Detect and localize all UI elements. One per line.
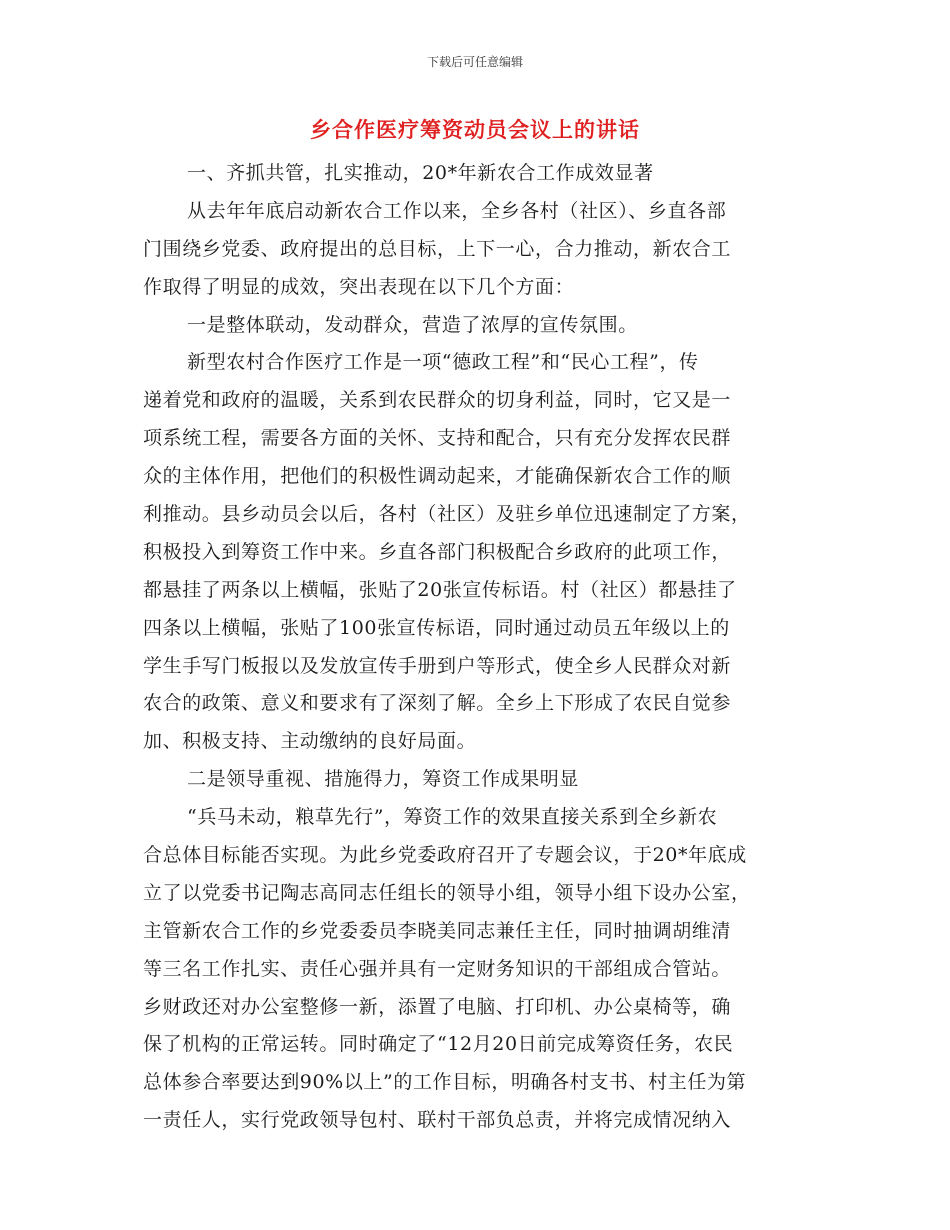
text-line: 主管新农合工作的乡党委委员李晓美同志兼任主任，同时抽调胡维清 <box>143 919 732 942</box>
text-line: 递着党和政府的温暖，关系到农民群众的切身利益，同时，它又是一 <box>143 389 732 412</box>
text-line: 合总体目标能否实现。为此乡党委政府召开了专题会议，于20*年底成 <box>143 844 747 867</box>
text-line: 二是领导重视、措施得力，筹资工作成果明显 <box>187 768 580 791</box>
text-line: 农合的政策、意义和要求有了深刻了解。全乡上下形成了农民自觉参 <box>143 692 732 715</box>
text-line: 新型农村合作医疗工作是一项“德政工程”和“民心工程”，传 <box>187 351 699 374</box>
text-line: 从去年年底启动新农合工作以来，全乡各村（社区）、乡直各部 <box>187 199 727 222</box>
text-line: 一是整体联动，发动群众，营造了浓厚的宣传氛围。 <box>187 313 638 336</box>
text-line: 利推动。县乡动员会以后，各村（社区）及驻乡单位迅速制定了方案， <box>143 503 751 526</box>
text-line: 立了以党委书记陶志高同志任组长的领导小组，领导小组下设办公室， <box>143 881 751 904</box>
text-line: 众的主体作用，把他们的积极性调动起来，才能确保新农合工作的顺 <box>143 465 732 488</box>
text-line: 积极投入到筹资工作中来。乡直各部门积极配合乡政府的此项工作， <box>143 540 732 563</box>
text-line: “兵马未动，粮草先行”，筹资工作的效果直接关系到全乡新农 <box>187 806 718 829</box>
text-line: 总体参合率要达到90%以上”的工作目标，明确各村支书、村主任为第 <box>143 1071 747 1094</box>
document-body <box>143 155 813 1140</box>
text-line: 乡财政还对办公室整修一新，添置了电脑、打印机、办公桌椅等，确 <box>143 995 732 1018</box>
page-header-note: 下载后可任意编辑 <box>426 55 523 69</box>
text-line: 作取得了明显的成效，突出表现在以下几个方面： <box>143 275 575 298</box>
text-line: 门围绕乡党委、政府提出的总目标，上下一心，合力推动，新农合工 <box>143 237 732 260</box>
text-line: 都悬挂了两条以上横幅，张贴了20张宣传标语。村（社区）都悬挂了 <box>143 578 737 601</box>
text-line: 四条以上横幅，张贴了100张宣传标语，同时通过动员五年级以上的 <box>143 616 730 639</box>
text-line: 保了机构的正常运转。同时确定了“12月20日前完成筹资任务，农民 <box>143 1033 734 1056</box>
text-line: 一责任人，实行党政领导包村、联村干部负总责，并将完成情况纳入 <box>143 1109 732 1132</box>
text-line: 学生手写门板报以及发放宣传手册到户等形式，使全乡人民群众对新 <box>143 654 732 677</box>
text-line: 等三名工作扎实、责任心强并具有一定财务知识的干部组成合管站。 <box>143 957 732 980</box>
text-line: 项系统工程，需要各方面的关怀、支持和配合，只有充分发挥农民群 <box>143 427 732 450</box>
text-line: 加、积极支持、主动缴纳的良好局面。 <box>143 730 477 753</box>
document-title: 乡合作医疗筹资动员会议上的讲话 <box>310 118 640 142</box>
text-line: 一、齐抓共管，扎实推动，20*年新农合工作成效显著 <box>187 162 654 184</box>
